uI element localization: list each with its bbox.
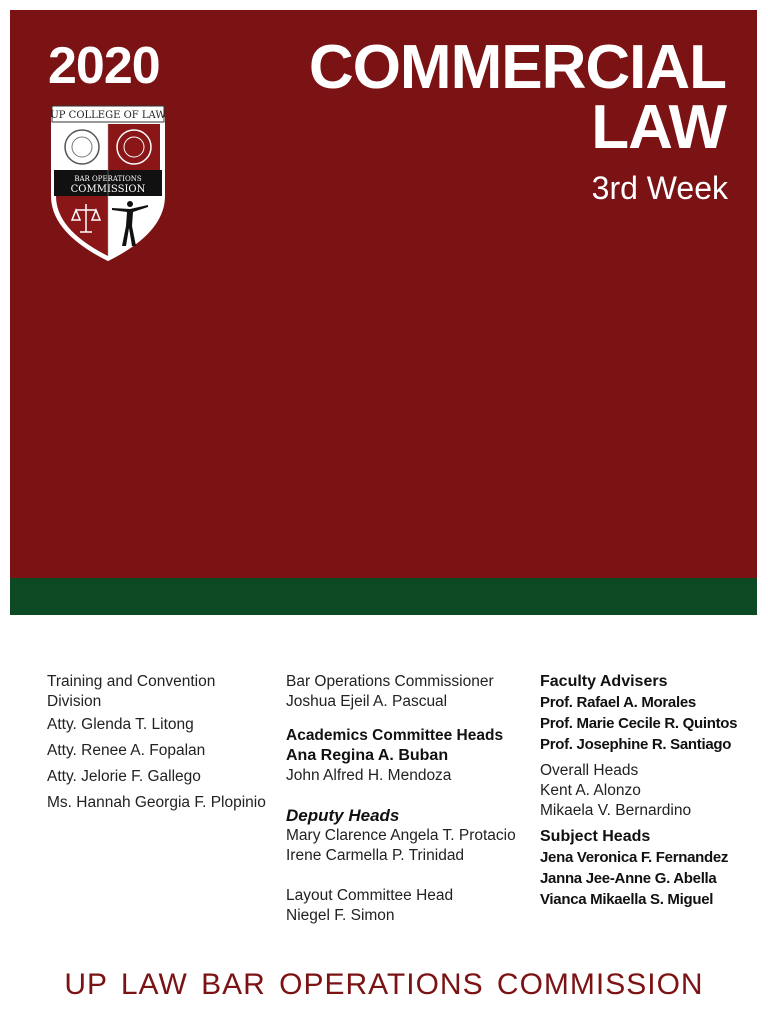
green-band [10, 578, 757, 615]
list-item: Atty. Glenda T. Litong [47, 716, 194, 733]
academics-head-1: Ana Regina A. Buban [286, 747, 449, 764]
footer-title: UP LAW BAR OPERATIONS COMMISSION [64, 968, 704, 1001]
training-division-column [47, 672, 277, 816]
list-item: Mikaela V. Bernardino [540, 802, 692, 819]
list-item: Atty. Jelorie F. Gallego [47, 768, 201, 785]
division-title-line-1: Training and Convention [47, 673, 216, 690]
layout-head-title: Layout Committee Head [286, 887, 454, 904]
subject-title [308, 33, 726, 162]
seal-top-text: UP COLLEGE OF LAW [50, 110, 166, 121]
academics-head-2: John Alfred H. Mendoza [286, 767, 452, 784]
list-item: Ms. Hannah Georgia F. Plopinio [47, 794, 266, 811]
list-item: Jena Veronica F. Fernandez [540, 849, 729, 866]
list-item: Vianca Mikaella S. Miguel [540, 891, 714, 908]
seal-band-line-1: BAR OPERATIONS [74, 175, 142, 183]
layout-head-name: Niegel F. Simon [286, 907, 395, 924]
faculty-advisers-title: Faculty Advisers [540, 673, 668, 690]
bar-ops-seal-logo [50, 104, 166, 262]
academics-heads-title: Academics Committee Heads [286, 727, 504, 744]
division-title-line-2: Division [47, 693, 102, 710]
list-item: Atty. Renee A. Fopalan [47, 742, 206, 759]
list-item: Kent A. Alonzo [540, 782, 641, 799]
year-label: 2020 [48, 37, 160, 95]
list-item: Prof. Josephine R. Santiago [540, 736, 732, 753]
list-item: Janna Jee-Anne G. Abella [540, 870, 717, 887]
advisers-column [540, 672, 760, 910]
seal-band-line-2: COMMISSION [70, 184, 146, 195]
overall-heads-title: Overall Heads [540, 762, 639, 779]
deputy-heads-title: Deputy Heads [286, 806, 400, 825]
title-line-1: COMMERCIAL [308, 33, 726, 102]
committee-column [286, 672, 531, 926]
week-label: 3rd Week [591, 170, 728, 206]
list-item: Prof. Marie Cecile R. Quintos [540, 715, 738, 732]
commissioner-title: Bar Operations Commissioner [286, 673, 494, 690]
deputy-head-1: Mary Clarence Angela T. Protacio [286, 827, 516, 844]
commissioner-name: Joshua Ejeil A. Pascual [286, 693, 448, 710]
title-line-2: LAW [591, 93, 726, 162]
list-item: Prof. Rafael A. Morales [540, 694, 696, 711]
subject-heads-title: Subject Heads [540, 828, 651, 845]
deputy-head-2: Irene Carmella P. Trinidad [286, 847, 465, 864]
